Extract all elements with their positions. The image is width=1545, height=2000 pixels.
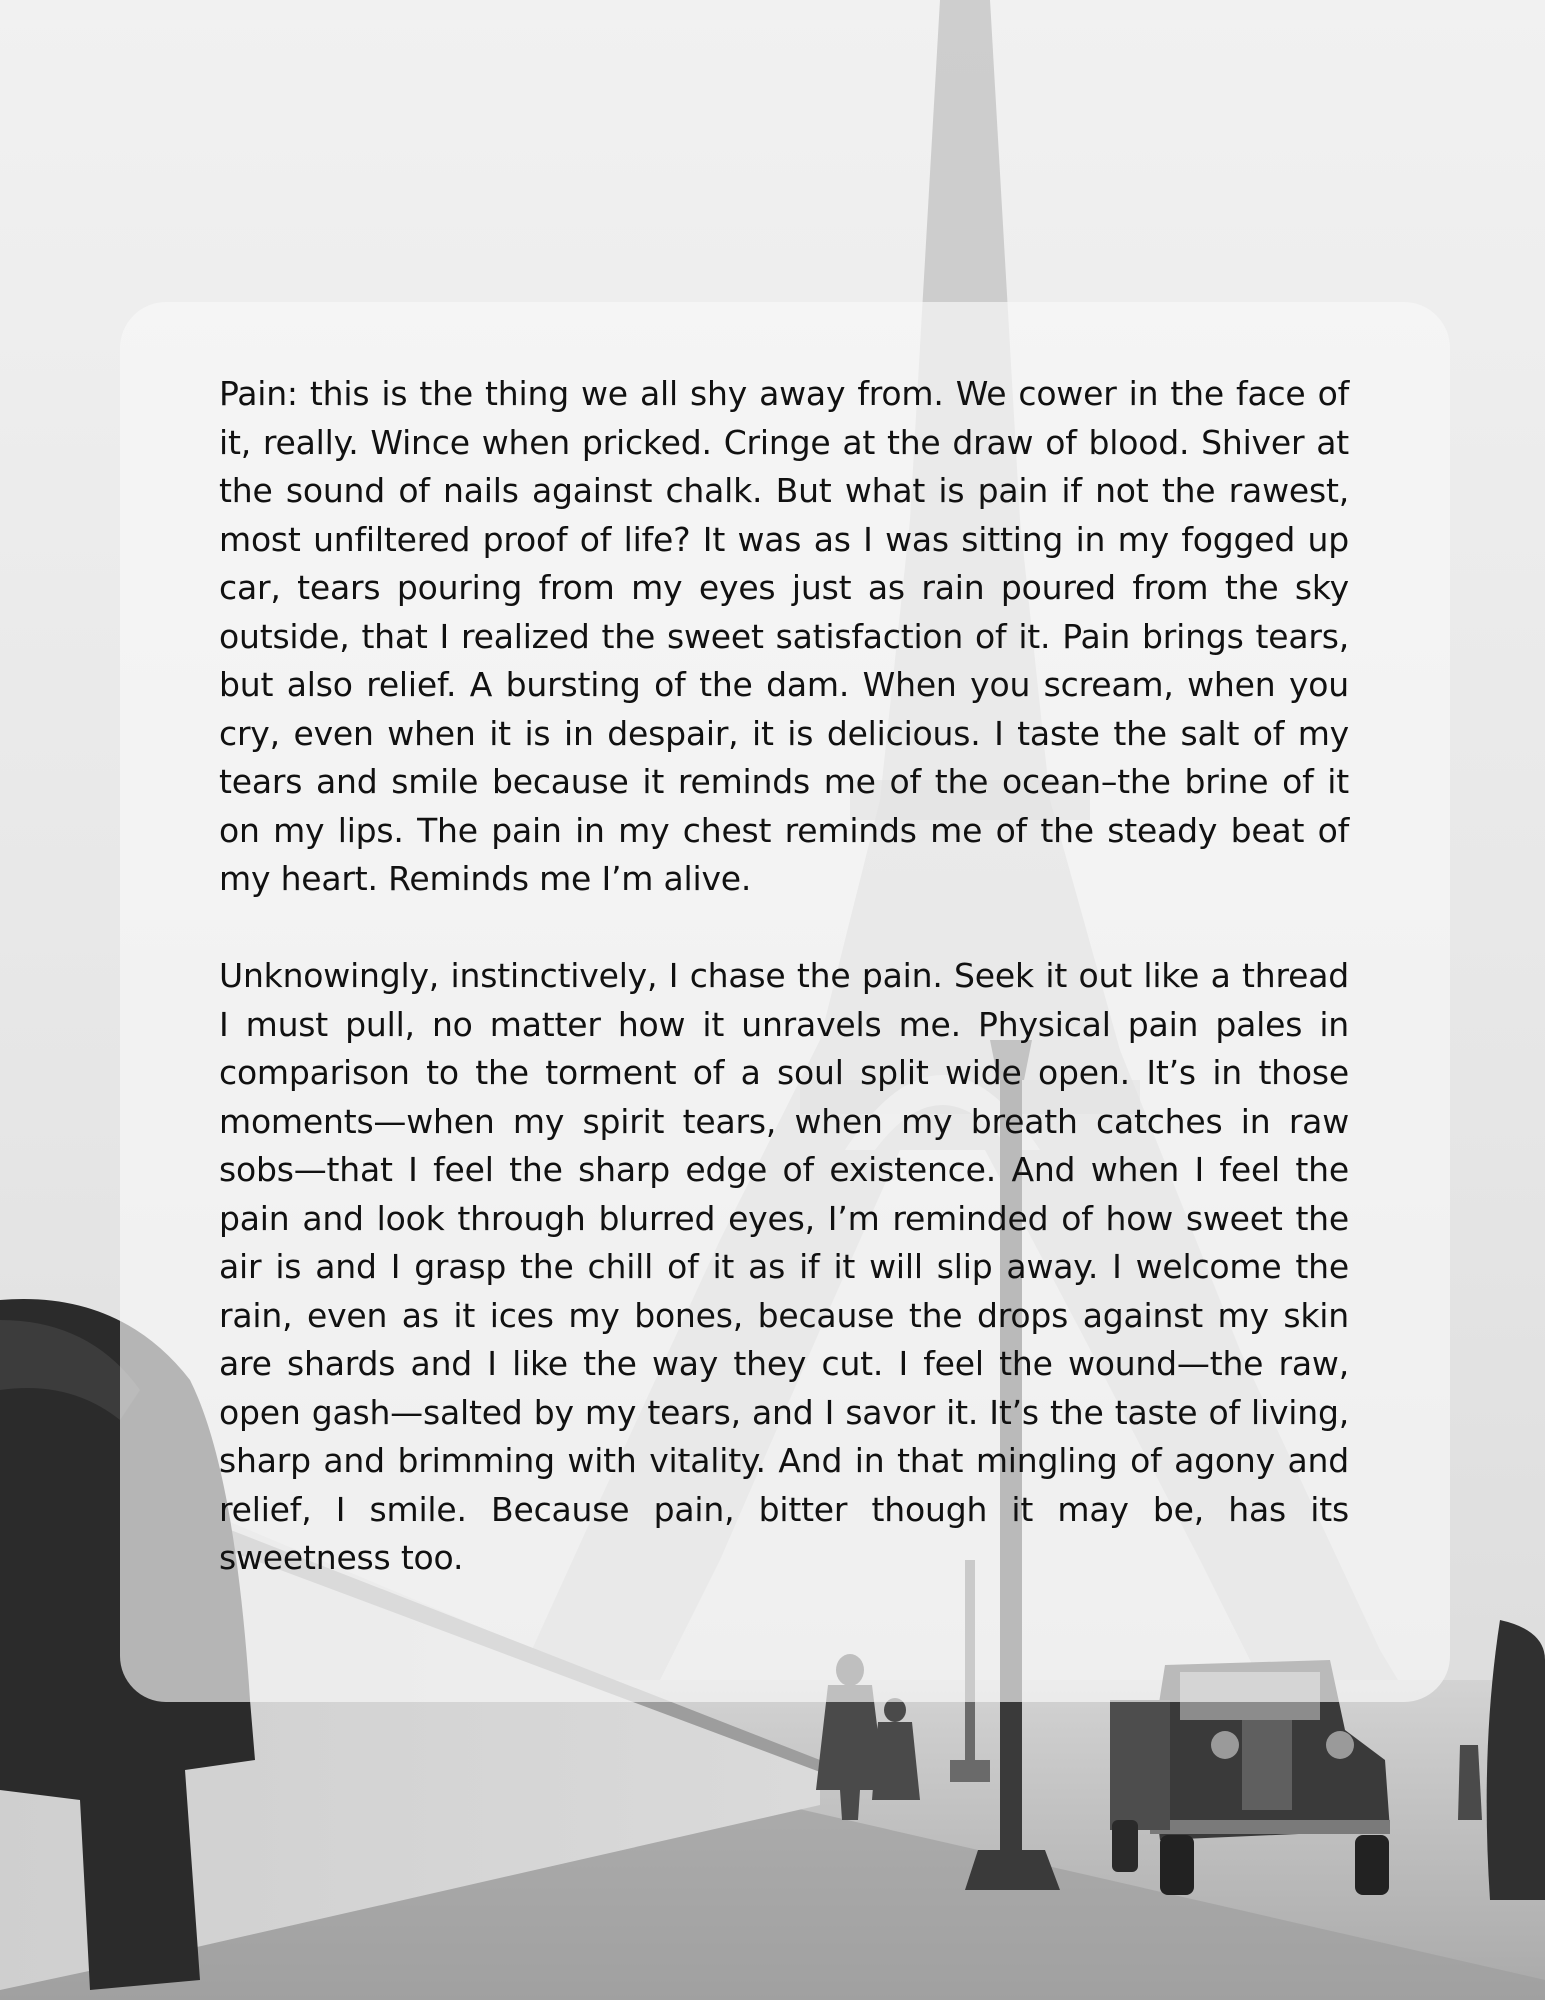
text-panel [120, 302, 1450, 1702]
paragraph-1: Pain: this is the thing we all shy away from. We cower in the face of it, really. Wince when pricked. Cringe at the draw of blood. Shiver at the sound of nails against chalk. But what is pain if not the rawest, most unfiltered proof of life? It was as I was sitting in my fogged up car, tears pouring from my eyes just as rain poured from the sky outside, that I realized the sweet satisfaction of it. Pain brings tears, but also relief. A bursting of the dam. When you scream, when you cry, even when it is in despair, it is delicious. I taste the salt of my tears and smile because it reminds me of the ocean–the brine of it on my lips. The pain in my chest reminds me of the steady beat of my heart. Reminds me I’m alive. [219, 374, 1349, 898]
paragraph-2: Unknowingly, instinctively, I chase the pain. Seek it out like a thread I must pull, no matter how it unravels me. Physical pain pales in comparison to the torment of a soul split wide open. It’s in those moments—when my spirit tears, when my breath catches in raw sobs—that I feel the sharp edge of existence. And when I feel the pain and look through blurred eyes, I’m reminded of how sweet the air is and I grasp the chill of it as if it will slip away. I welcome the rain, even as it ices my bones, because the drops against my skin are shards and I like the way they cut. I feel the wound—the raw, open gash—salted by my tears, and I savor it. It’s the taste of living, sharp and brimming with vitality. And in that mingling of agony and relief, I smile. Because pain, bitter though it may be, has its sweetness too. [219, 956, 1349, 1577]
